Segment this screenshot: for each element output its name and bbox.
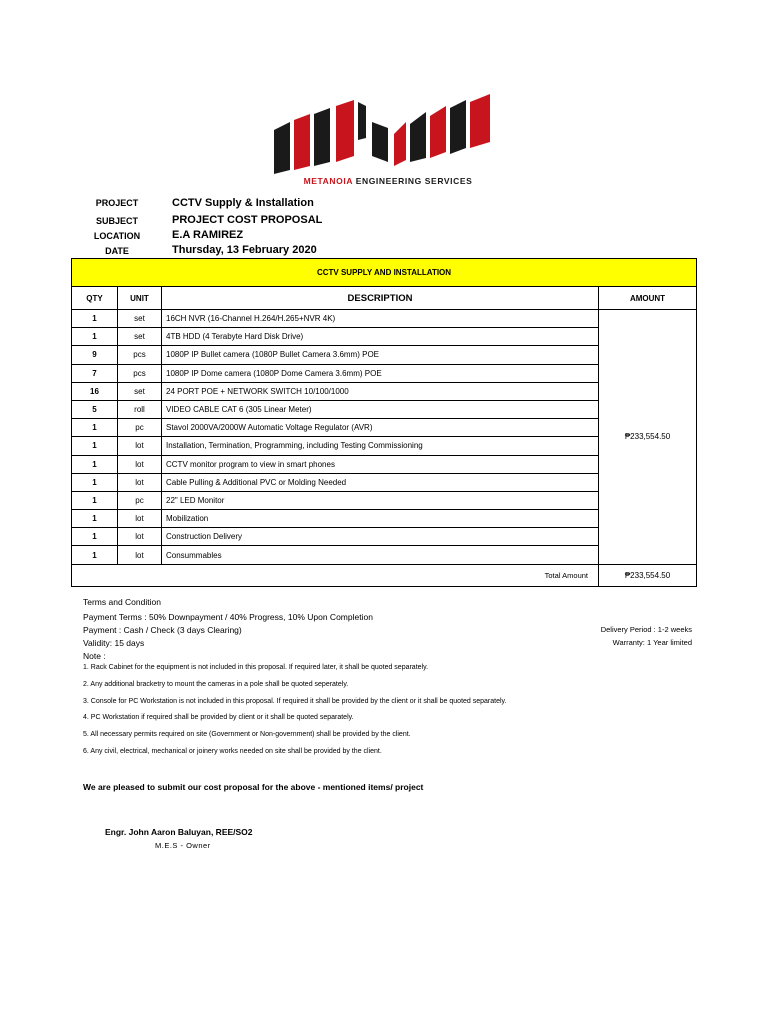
qty-cell: 16 xyxy=(72,382,118,400)
description-cell: Stavol 2000VA/2000W Automatic Voltage Regulator (AVR) xyxy=(162,419,599,437)
qty-cell: 1 xyxy=(72,328,118,346)
description-cell: Mobilization xyxy=(162,510,599,528)
amount-cell: ₱233,554.50 xyxy=(599,310,697,565)
unit-cell: lot xyxy=(118,546,162,564)
note-item: 1. Rack Cabinet for the equipment is not included in this proposal. If required later, it shall be quoted separately. xyxy=(83,664,429,671)
qty-cell: 1 xyxy=(72,419,118,437)
unit-cell: set xyxy=(118,382,162,400)
qty-cell: 1 xyxy=(72,437,118,455)
company-name xyxy=(270,176,506,186)
note-label: Note : xyxy=(83,651,106,661)
subject-label: SUBJECT xyxy=(95,216,138,226)
description-cell: Construction Delivery xyxy=(162,528,599,546)
description-cell: Cable Pulling & Additional PVC or Molding Needed xyxy=(162,473,599,491)
qty-cell: 7 xyxy=(72,364,118,382)
description-cell: CCTV monitor program to view in smart phones xyxy=(162,455,599,473)
description-cell: 22" LED Monitor xyxy=(162,491,599,509)
description-cell: 1080P IP Bullet camera (1080P Bullet Camera 3.6mm) POE xyxy=(162,346,599,364)
unit-cell: set xyxy=(118,328,162,346)
unit-cell: lot xyxy=(118,437,162,455)
location-value: E.A RAMIREZ xyxy=(172,229,244,241)
qty-cell: 1 xyxy=(72,510,118,528)
total-label: Total Amount xyxy=(72,564,599,586)
qty-header: QTY xyxy=(72,287,118,310)
unit-cell: lot xyxy=(118,455,162,473)
closing-statement: We are pleased to submit our cost proposal for the above - mentioned items/ project xyxy=(83,782,424,792)
note-item: 4. PC Workstation if required shall be provided by client or it shall be quoted separately. xyxy=(83,714,354,722)
table-banner-row xyxy=(72,259,697,287)
qty-cell: 1 xyxy=(72,491,118,509)
subject-value: PROJECT COST PROPOSAL xyxy=(172,214,323,226)
description-cell: 1080P IP Dome camera (1080P Dome Camera 3.6mm) POE xyxy=(162,364,599,382)
description-cell: Installation, Termination, Programming, including Testing Commissioning xyxy=(162,437,599,455)
company-name-part2: ENGINEERING SERVICES xyxy=(352,176,473,186)
payment-method: Payment : Cash / Check (3 days Clearing) xyxy=(83,625,242,635)
date-value: Thursday, 13 February 2020 xyxy=(172,244,317,256)
amount-header: AMOUNT xyxy=(599,287,697,310)
table-row xyxy=(72,310,697,328)
terms-heading: Terms and Condition xyxy=(83,597,161,607)
description-cell: Consummables xyxy=(162,546,599,564)
qty-cell: 1 xyxy=(72,528,118,546)
delivery-warranty xyxy=(601,623,692,649)
unit-cell: set xyxy=(118,310,162,328)
company-name-part1: METANOIA xyxy=(303,176,353,186)
project-value: CCTV Supply & Installation xyxy=(172,197,314,209)
cost-table xyxy=(71,258,697,587)
table-header-row xyxy=(72,287,697,310)
notes-list xyxy=(83,664,506,765)
total-row xyxy=(72,564,697,586)
signer-name: Engr. John Aaron Baluyan, REE/SO2 xyxy=(105,827,253,837)
signer-role: M.E.S - Owner xyxy=(155,841,211,850)
warranty: Warranty: 1 Year limited xyxy=(612,638,692,647)
unit-header: UNIT xyxy=(118,287,162,310)
qty-cell: 5 xyxy=(72,400,118,418)
date-label: DATE xyxy=(105,246,129,256)
note-item: 6. Any civil, electrical, mechanical or joinery works needed on site shall be provided by the client. xyxy=(83,747,382,755)
qty-cell: 1 xyxy=(72,455,118,473)
unit-cell: lot xyxy=(118,510,162,528)
unit-cell: lot xyxy=(118,473,162,491)
payment-terms: Payment Terms : 50% Downpayment / 40% Progress, 10% Upon Completion xyxy=(83,612,373,622)
qty-cell: 1 xyxy=(72,473,118,491)
delivery-period: Delivery Period : 1-2 weeks xyxy=(600,625,692,634)
description-header: DESCRIPTION xyxy=(162,287,599,310)
description-cell: 16CH NVR (16-Channel H.264/H.265+NVR 4K) xyxy=(162,310,599,328)
unit-cell: pcs xyxy=(118,364,162,382)
unit-cell: pc xyxy=(118,491,162,509)
location-label: LOCATION xyxy=(93,231,141,241)
unit-cell: pcs xyxy=(118,346,162,364)
total-value: ₱233,554.50 xyxy=(599,564,697,586)
project-label: PROJECT xyxy=(95,198,139,208)
unit-cell: pc xyxy=(118,419,162,437)
validity: Validity: 15 days xyxy=(83,638,145,648)
unit-cell: lot xyxy=(118,528,162,546)
note-item: 3. Console for PC Workstation is not included in this proposal. If required it shall be provided by the client or it shall be quoted separately. xyxy=(83,697,507,705)
table-banner: CCTV SUPPLY AND INSTALLATION xyxy=(72,259,697,287)
terms-section xyxy=(83,596,373,663)
description-cell: 4TB HDD (4 Terabyte Hard Disk Drive) xyxy=(162,328,599,346)
note-item: 2. Any additional bracketry to mount the cameras in a pole shall be quoted seperately. xyxy=(83,680,349,688)
qty-cell: 1 xyxy=(72,546,118,564)
qty-cell: 9 xyxy=(72,346,118,364)
unit-cell: roll xyxy=(118,400,162,418)
description-cell: VIDEO CABLE CAT 6 (305 Linear Meter) xyxy=(162,400,599,418)
description-cell: 24 PORT POE + NETWORK SWITCH 10/100/1000 xyxy=(162,382,599,400)
qty-cell: 1 xyxy=(72,310,118,328)
note-item: 5. All necessary permits required on site (Government or Non-government) shall be provided by the client. xyxy=(83,731,411,739)
